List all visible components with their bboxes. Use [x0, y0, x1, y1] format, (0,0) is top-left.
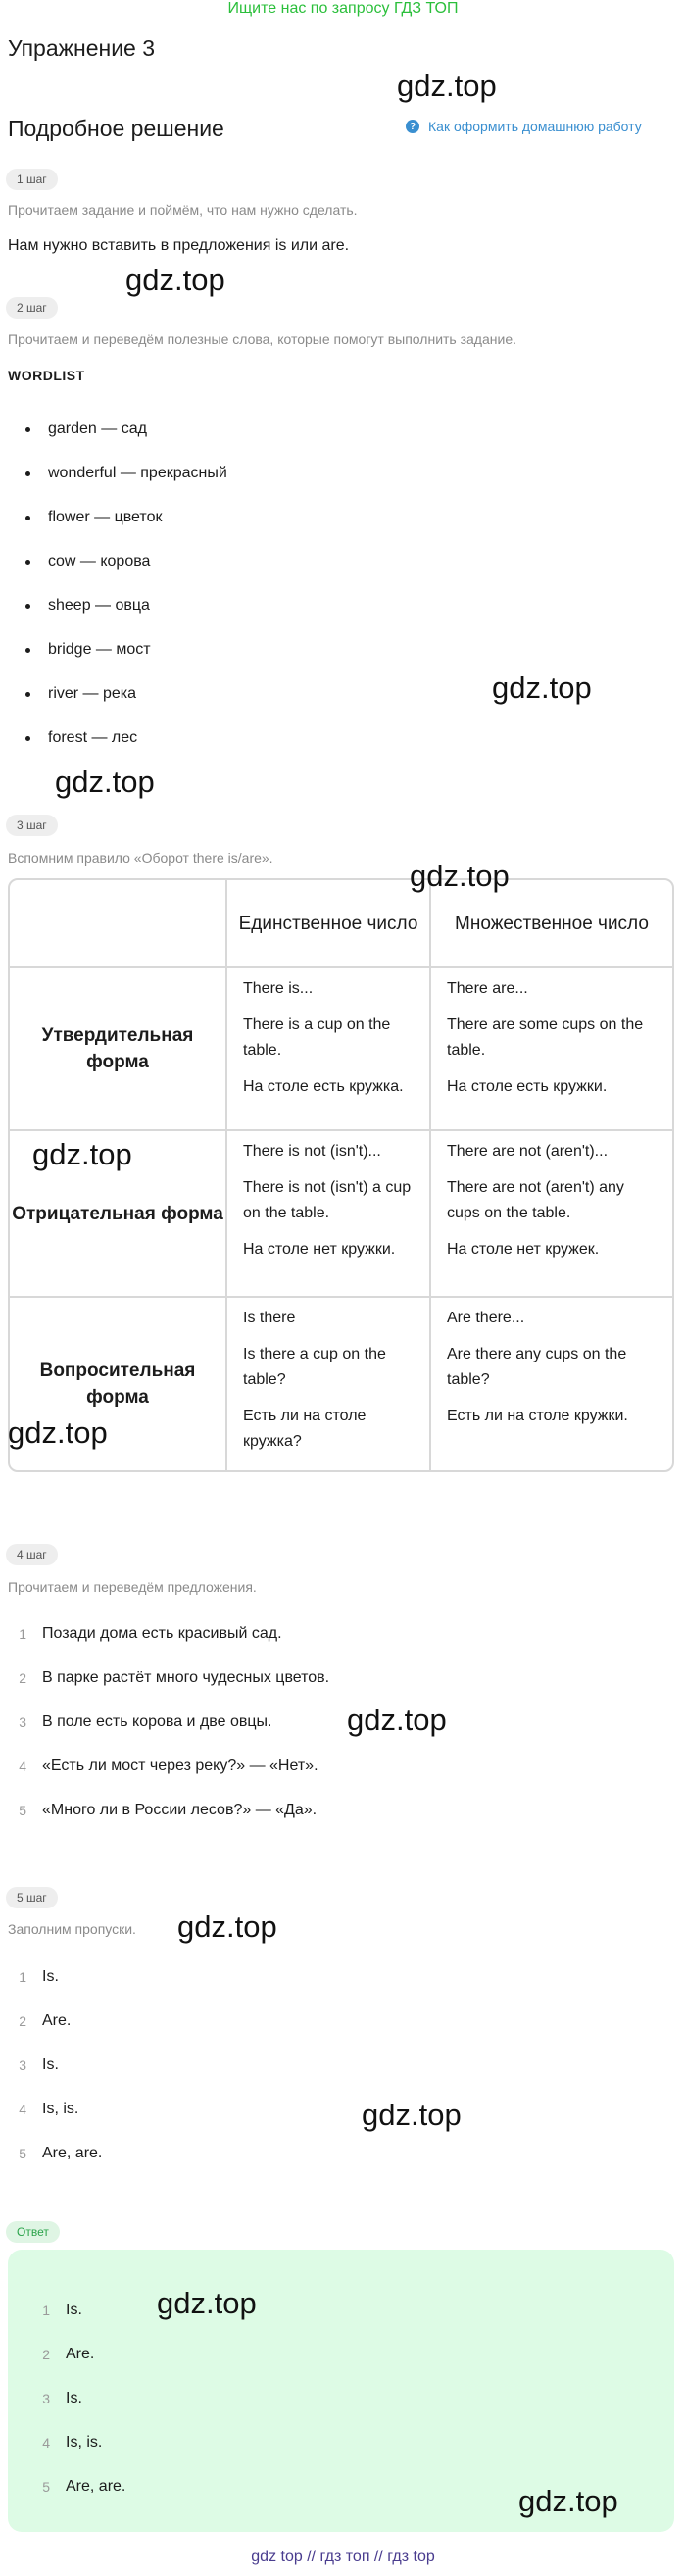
bullet-icon — [25, 604, 30, 609]
table-cell: Is there Is there a cup on the table? Есть ли на столе кружка? — [227, 1298, 431, 1470]
bullet-icon — [25, 516, 30, 520]
step-hint: Прочитаем и переведём полезные слова, которые помогут выполнить задание. — [8, 331, 516, 347]
list-item: 1 Is. — [42, 2302, 82, 2318]
list-item: 4 «Есть ли мост через реку?» — «Нет». — [19, 1758, 318, 1774]
question-icon: ? — [406, 120, 419, 133]
list-item: sheep — овца — [8, 595, 227, 639]
list-item: river — река — [8, 683, 227, 727]
watermark: gdz.top — [362, 2098, 462, 2132]
list-item: 2 Are. — [42, 2346, 95, 2362]
step-badge: 2 шаг — [6, 297, 58, 319]
watermark: gdz.top — [518, 2484, 618, 2518]
column-header-singular: Единственное число — [227, 880, 431, 968]
row-header: Отрицательная форма — [10, 1131, 227, 1298]
row-header: Вопросительная форма — [10, 1298, 227, 1470]
step-hint: Прочитаем и переведём предложения. — [8, 1579, 257, 1595]
step-badge: 5 шаг — [6, 1887, 58, 1908]
table-cell: Are there... Are there any cups on the table? Есть ли на столе кружки. — [447, 1310, 628, 1424]
watermark: gdz.top — [347, 1703, 447, 1737]
list-item: 4 Is, is. — [42, 2434, 103, 2451]
watermark: gdz.top — [397, 69, 497, 103]
list-item: 1 Позади дома есть красивый сад. — [19, 1625, 282, 1642]
sentence-list — [8, 1623, 329, 1844]
answer-list — [31, 2300, 125, 2520]
table-cell: There are not (aren't)... There are not (aren't) any cups on the table. На столе нет кружек. — [431, 1131, 672, 1298]
footer[interactable]: gdz top // гдз топ // гдз top — [251, 2549, 435, 2565]
watermark: gdz.top — [177, 1909, 277, 1944]
list-item: 3 В поле есть корова и две овцы. — [19, 1713, 272, 1730]
step-badge: 3 шаг — [6, 815, 58, 836]
list-item: 3 Is. — [19, 2056, 59, 2073]
homework-help-link[interactable] — [406, 119, 642, 134]
list-item: wonderful — прекрасный — [8, 463, 227, 507]
column-header-plural: Множественное число — [431, 880, 672, 968]
wordlist — [8, 419, 227, 771]
watermark: gdz.top — [8, 1415, 108, 1450]
list-item: 3 Is. — [42, 2390, 82, 2406]
bullet-icon — [25, 648, 30, 653]
list-item: 2 Are. — [19, 2012, 72, 2029]
step-badge: 1 шаг — [6, 169, 58, 190]
answer-badge: Ответ — [6, 2221, 60, 2243]
watermark: gdz.top — [410, 859, 510, 893]
watermark: gdz.top — [492, 670, 592, 705]
list-item: 2 В парке растёт много чудесных цветов. — [19, 1669, 330, 1686]
watermark: gdz.top — [55, 765, 155, 799]
list-item: 5 Are, are. — [42, 2478, 126, 2495]
rule-table — [8, 878, 674, 1472]
bullet-icon — [25, 692, 30, 697]
row-header: Утвердительная форма — [10, 968, 227, 1131]
list-item: 1 Is. — [19, 1968, 59, 1985]
list-item: cow — корова — [8, 551, 227, 595]
promo-banner[interactable]: Ищите нас по запросу ГДЗ ТОП — [227, 0, 459, 17]
list-item: 5 «Много ли в России лесов?» — «Да». — [19, 1802, 318, 1818]
list-item: bridge — мост — [8, 639, 227, 683]
step-text: Нам нужно вставить в предложения is или are. — [8, 237, 350, 254]
table-corner — [10, 880, 227, 968]
list-item: 4 Is, is. — [19, 2101, 79, 2117]
list-item: garden — сад — [8, 419, 227, 463]
table-cell: There is... There is a cup on the table. На столе есть кружка. — [227, 968, 431, 1131]
fill-list — [8, 1966, 102, 2187]
bullet-icon — [25, 427, 30, 432]
step-hint: Вспомним правило «Оборот there is/are». — [8, 850, 273, 866]
bullet-icon — [25, 560, 30, 565]
watermark: gdz.top — [32, 1137, 132, 1171]
wordlist-title: WORDLIST — [8, 368, 85, 383]
list-item: flower — цветок — [8, 507, 227, 551]
solution-title: Подробное решение — [8, 116, 224, 141]
list-item: 5 Are, are. — [19, 2145, 103, 2161]
table-cell: There is not (isn't)... There is not (isn't) a cup on the table. На столе нет кружки. — [227, 1131, 431, 1298]
bullet-icon — [25, 471, 30, 476]
step-hint: Заполним пропуски. — [8, 1921, 136, 1937]
table-cell: There are... There are some cups on the table. На столе есть кружки. — [431, 968, 672, 1131]
bullet-icon — [25, 736, 30, 741]
watermark: gdz.top — [125, 263, 225, 297]
exercise-title: Упражнение 3 — [8, 35, 156, 61]
step-hint: Прочитаем задание и поймём, что нам нужно сделать. — [8, 202, 358, 218]
step-badge: 4 шаг — [6, 1544, 58, 1565]
homework-help-label: Как оформить домашнюю работу — [428, 119, 642, 134]
watermark: gdz.top — [157, 2286, 257, 2320]
list-item: forest — лес — [8, 727, 227, 771]
